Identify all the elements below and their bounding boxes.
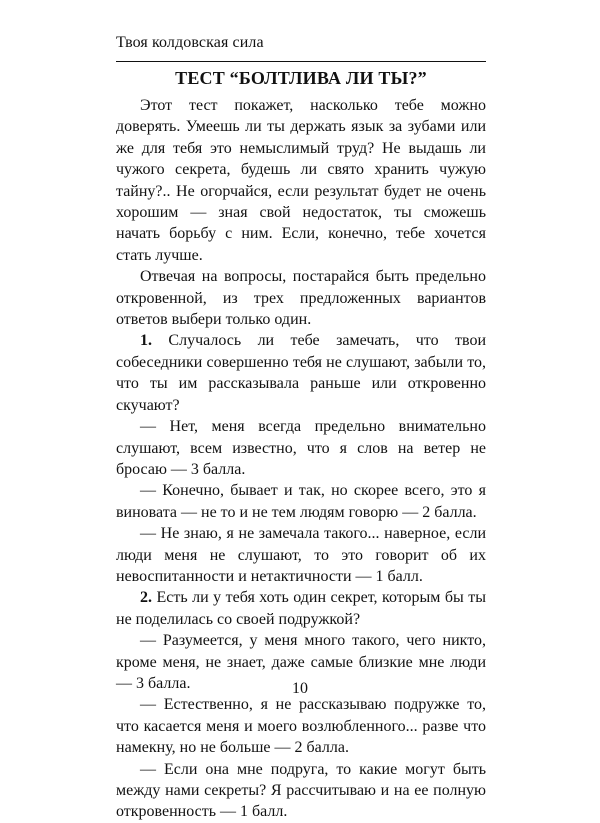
text-body bbox=[116, 95, 486, 823]
running-head: Твоя колдовская сила bbox=[116, 34, 264, 51]
header-divider bbox=[116, 61, 486, 62]
answer-option: — Естественно, я не рассказываю подружке то, что касается меня и моего возлюбленного... разве что намекну, но не больше — 2 балла. bbox=[116, 696, 486, 757]
intro-paragraph: Этот тест покажет, насколько тебе можно доверять. Умеешь ли ты держать язык за зубами или же для тебя это немыслимый труд? Не выдашь ли чужого секрета, будешь ли свято хранить чужую тайну?.. Не огорчайся, если результат будет не очень хорошим — зная свой недостаток, ты сможешь начать борьбу с ним. Если, конечно, тебе хочется стать лучше. bbox=[116, 97, 486, 264]
question-text: Есть ли у тебя хоть один секрет, которым бы ты не поделилась со своей подружкой? bbox=[116, 589, 487, 628]
question bbox=[116, 330, 486, 416]
question bbox=[116, 587, 486, 630]
question-number: 2. bbox=[140, 589, 152, 607]
answer-option: — Не знаю, я не замечала такого... наверное, если люди меня не слушают, то это говорит об их невоспитанности и нетактичности — 1 балл. bbox=[116, 525, 486, 585]
question-number: 1. bbox=[140, 332, 152, 350]
answer-option: — Если она мне подруга, то какие могут быть между нами секреты? Я рассчитываю и на ее полную откровенность — 1 балл. bbox=[116, 760, 486, 821]
page-title: ТЕСТ “БОЛТЛИВА ЛИ ТЫ?” bbox=[175, 68, 427, 88]
page-number: 10 bbox=[292, 680, 308, 697]
answer-option: — Конечно, бывает и так, но скорее всего, это я виновата — не то и не тем людям говорю — 2 балла. bbox=[116, 482, 486, 521]
answer-option: — Нет, меня всегда предельно внимательно слушают, всем известно, что я слов на ветер не бросаю — 3 балла. bbox=[116, 418, 486, 478]
intro-paragraph: Отвечая на вопросы, постарайся быть предельно откровенной, из трех предложенных вариантов ответов выбери только один. bbox=[116, 268, 486, 329]
answer-option: — Разумеется, у меня много такого, чего никто, кроме меня, не знает, даже самые близкие мне люди — 3 балла. bbox=[116, 632, 486, 692]
question-text: Случалось ли тебе замечать, что твои собеседники совершенно тебя не слушают, забыли то, что ты им рассказывала раньше или откровенно скучают? bbox=[116, 332, 487, 414]
